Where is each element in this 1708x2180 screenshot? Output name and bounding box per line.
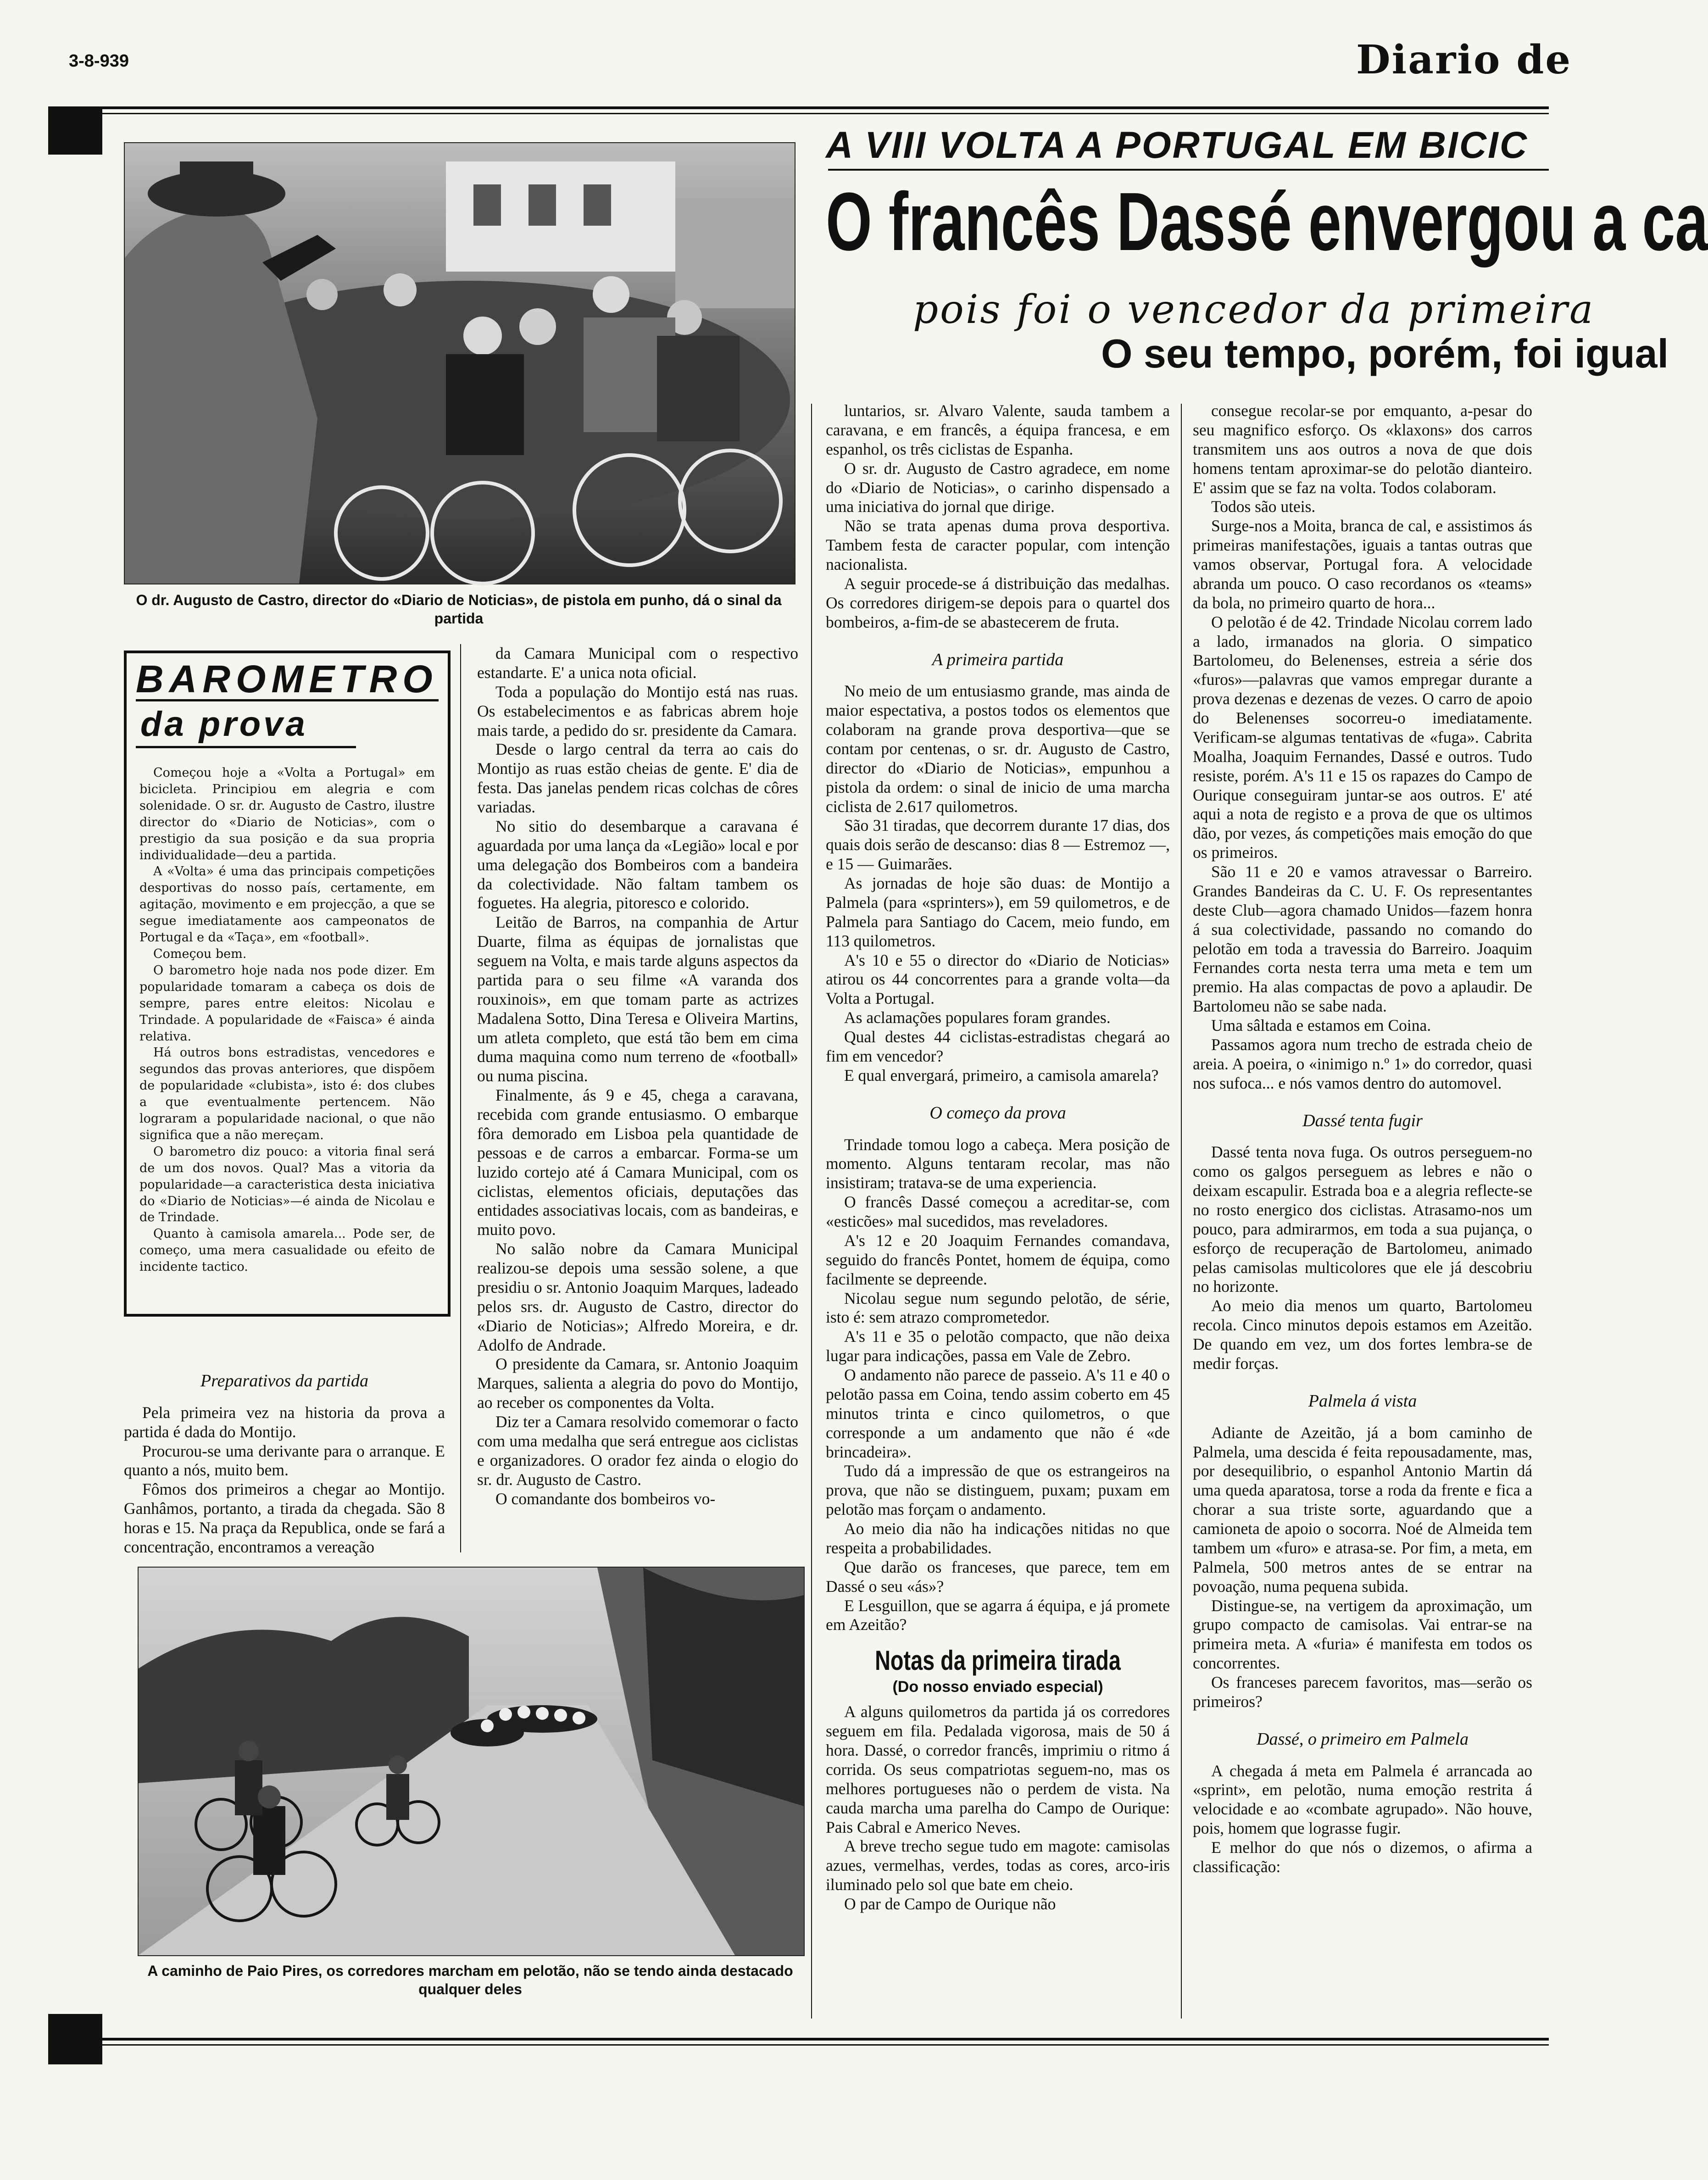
section-subhead: O começo da prova [929, 1103, 1066, 1123]
article-paragraph: Procurou-se uma derivante para o arranque. E quanto a nós, muito bem. [124, 1441, 445, 1479]
article-paragraph: No sitio do desembarque a caravana é aguardada por uma lança da «Legião» local e por uma delegação dos Bombeiros com a bandeira da colectividade. Não faltam tambem os foguetes. Ha alegria, pitoresco e colorido. [477, 817, 798, 912]
article-paragraph: Diz ter a Camara resolvido comemorar o facto com uma medalha que será entregue aos ciclistas e organizadores. O orador fez ainda o elogio do sr. dr. Augusto de Castro. [477, 1413, 798, 1489]
article-paragraph: As jornadas de hoje são duas: de Montijo a Palmela (para «sprinters»), em 59 quilometros, e de Palmela para Santiago do Cacem, meio fundo, em 113 quilometros. [826, 874, 1170, 950]
article-paragraph: Leitão de Barros, na companhia de Artur Duarte, filma as équipas de jornalistas que seguem na Volta, e mais tarde alguns aspectos da partida para o seu filme «A varanda dos rouxinois», em que tomam parte as actrizes Madalena Sotto, Dina Teresa e Oliveira Martins, um atleta completo, que está tão bem em cima duma maquina como num terreno de «football» ou numa piscina. [477, 913, 798, 1085]
article-paragraph: Surge-nos a Moita, branca de cal, e assistimos ás primeiras manifestações, iguais a tantas outras que vamos observar, Portugal fora. A velocidade abranda um pouco. O caso recordanos os «teams» da bola, no primeiro quarto de hora... [1193, 517, 1532, 612]
section-subhead: Palmela á vista [1308, 1391, 1417, 1411]
subheadline-2: O seu tempo, porém, foi igual [1101, 331, 1669, 376]
article-paragraph: O sr. dr. Augusto de Castro agradece, em nome do «Diario de Noticias», o carinho dispensado a uma iniciativa do jornal que dirige. [826, 459, 1170, 516]
article-paragraph: Pela primeira vez na historia da prova a partida é dada do Montijo. [124, 1403, 445, 1441]
article-paragraph: O andamento não parece de passeio. A's 11 e 40 o pelotão passa em Coina, tendo assim coberto em 45 minutos trinta e cinco quilometros, o que corresponde a um andamento que não é «de brincadeira». [826, 1366, 1170, 1461]
article-paragraph: No meio de um entusiasmo grande, mas ainda de maior espectativa, a postos todos os elementos que colaboram na grande prova desportiva—que se contam por centenas, o sr. dr. Augusto de Castro, director do «Diario de Noticias», empunhou a pistola da ordem: o sinal de inicio de uma marcha ciclista de 2.617 quilometros. [826, 682, 1170, 816]
section-subhead: Dassé, o primeiro em Palmela [1257, 1729, 1469, 1749]
article-paragraph: Dassé tenta nova fuga. Os outros perseguem-no como os galgos perseguem as lebres e não o deixam escapulir. Estrada boa e a alegria reflecte-se no rosto energico dos ciclistas. Atrasamo-nos um pouco, para admirarmos, em toda a sua pujança, o esforço de recuperação de Bartolomeu, animado pelas camisolas multicolores que ele já descobriu no horizonte. [1193, 1143, 1532, 1296]
article-paragraph: Toda a população do Montijo está nas ruas. Os estabelecimentos e as fabricas abrem hoje mais tarde, a pedido do sr. presidente da Camara. [477, 682, 798, 740]
column-separator-3 [1181, 404, 1182, 2019]
article-paragraph: Desde o largo central da terra ao cais do Montijo as ruas estão cheias de gente. E' dia de festa. Das janelas pendem ricas colchas de côres variadas. [477, 740, 798, 816]
article-paragraph: Os franceses parecem favoritos, mas—serão os primeiros? [1193, 1673, 1532, 1711]
article-paragraph: luntarios, sr. Alvaro Valente, sauda tambem a caravana, e em francês, a équipa francesa, e em espanhol, os três ciclistas de Espanha. [826, 401, 1170, 458]
column-separator-1 [460, 644, 461, 1552]
newspaper-masthead: Diario de [1356, 37, 1572, 83]
article-paragraph: No salão nobre da Camara Municipal realizou-se depois uma sessão solene, a que presidiu o sr. Antonio Joaquim Marques, ladeado pelos srs. dr. Augusto de Castro, director do «Diario de Noticias»; Alfredo Moreira, e dr. Adolfo de Andrade. [477, 1240, 798, 1354]
barometro-title: BAROMETRO [136, 657, 438, 701]
section-subhead: A primeira partida [932, 650, 1064, 669]
article-paragraph: Qual destes 44 ciclistas-estradistas chegará ao fim em vencedor? [826, 1028, 1170, 1065]
article-paragraph: Fômos dos primeiros a chegar ao Montijo. Ganhâmos, portanto, a tirada da chegada. São 8 horas e 15. Na praça da Republica, onde se fará a concentração, encontramos a vereação [124, 1480, 445, 1556]
article-paragraph: E Lesguillon, que se agarra á équipa, e já promete em Azeitão? [826, 1596, 1170, 1634]
article-paragraph: Adiante de Azeitão, já a bom caminho de Palmela, uma descida é feita repousadamente, mas, por desequilibrio, o espanhol Antonio Martin dá uma queda aparatosa, torse a roda da frente e fica a chorar a sua triste sorte, aguardando que a camioneta de apoio o socorra. Noé de Almeida tem tambem um «furo» e atrasa-se. Por fim, a meta, em Palmela, 500 metros antes de se entrar na povoação, numa pequena subida. [1193, 1423, 1532, 1596]
article-paragraph: O presidente da Camara, sr. Antonio Joaquim Marques, salienta a alegria do povo do Montijo, ao receber os componentes da Volta. [477, 1355, 798, 1412]
top-rule-thin [69, 113, 1549, 114]
article-paragraph: São 11 e 20 e vamos atravessar o Barreiro. Grandes Bandeiras da C. U. F. Os representantes deste Club—agora chamado Unidos—fazem honra á sua colectividade, passando no comando do pelotão em toda a travessia do Barreiro. Joaquim Fernandes corta nesta terra uma meta e tem um premio. Ha alas compactas de povo a aplaudir. De Bartolomeu não se sabe nada. [1193, 862, 1532, 1016]
article-paragraph: Não se trata apenas duma prova desportiva. Tambem festa de caracter popular, com intenção nacionalista. [826, 517, 1170, 573]
article-paragraph: Trindade tomou logo a cabeça. Mera posição de momento. Alguns tentaram recolar, mas não insistiram; tratava-se de uma experiencia. [826, 1135, 1170, 1192]
article-paragraph: Tudo dá a impressão de que os estrangeiros na prova, que não se distinguem, puxam; puxam em pelotão mas forçam o andamento. [826, 1462, 1170, 1519]
bottom-rule-thin [69, 2044, 1549, 2046]
article-paragraph: da Camara Municipal com o respectivo estandarte. E' a unica nota oficial. [477, 644, 798, 682]
column-a [124, 1353, 445, 1555]
article-paragraph: Uma sâltada e estamos em Coina. [1211, 1016, 1431, 1034]
bottom-rule [69, 2038, 1549, 2041]
corner-block-top [48, 106, 102, 155]
main-headline: O francês Dassé envergou a ca [826, 176, 1708, 268]
article-paragraph: O francês Dassé começou a acreditar-se, com «esticões» mal sucedidos, mas reveladores. [826, 1193, 1170, 1231]
article-paragraph: O par de Campo de Ourique não [844, 1895, 1056, 1913]
article-paragraph: A chegada á meta em Palmela é arrancada ao «sprint», em pelotão, numa emoção restrita á velocidade e ao «combate agrupado». Não houve, pois, homem que lograsse fugir. [1193, 1761, 1532, 1838]
column-c [826, 401, 1170, 2016]
article-paragraph: Finalmente, ás 9 e 45, chega a caravana, recebida com grande entusiasmo. O embarque fôra demorado em Lisboa pela quantidade de pessoas e de carros a embarcar. Forma-se um luzido cortejo até á Camara Municipal, com os ciclistas, elementos oficiais, deputações das entidades associativas locais, com as bandeiras, e muito povo. [477, 1086, 798, 1239]
article-paragraph: A's 11 e 35 o pelotão compacto, que não deixa lugar para indicações, passa em Vale de Zebro. [826, 1327, 1170, 1365]
barometro-paragraph: Há outros bons estradistas, vencedores e segundos das provas anteriores, que dispõem de popularidade «clubista», isto é: dos clubes a que eventualmente pertencem. Não lograram a popularidade nacional, o que não significa que a não mereçam. [139, 1046, 435, 1142]
photo-peloton [138, 1567, 805, 1956]
article-paragraph: A seguir procede-se á distribuição das medalhas. Os corredores dirigem-se depois para o quartel dos bombeiros, a-fim-de se abastecerem de fruta. [826, 574, 1170, 631]
photo-start-signal-image [125, 143, 795, 584]
barometro-text [139, 765, 435, 1275]
subheadline-1: pois foi o vencedor da primeira [913, 287, 1595, 333]
article-paragraph: Ao meio dia menos um quarto, Bartolomeu recola. Cinco minutos depois estamos em Azeitão. De quando em vez, um dos fortes lembra-se de medir forças. [1193, 1296, 1532, 1373]
issue-date: 3-8-939 [69, 51, 129, 71]
column-separator-2 [811, 404, 812, 2019]
photo-peloton-image [139, 1568, 804, 1955]
column-d [1193, 401, 1532, 2016]
barometro-box [124, 651, 451, 1317]
article-paragraph: A alguns quilometros da partida já os corredores seguem em fila. Pedalada vigorosa, mais de 50 á hora. Dassé, o corredor francês, imprimiu o ritmo á corrida. Os seus compatriotas seguem-no, mas os melhores portugueses não o perdem de vista. Na cauda marcha uma parelha do Campo de Ourique: Pais Cabral e Americo Neves. [826, 1702, 1170, 1836]
barometro-paragraph: Começou bem. [153, 946, 247, 961]
barometro-subtitle: da prova [140, 705, 308, 744]
article-paragraph: Que darão os franceses, que parece, tem em Dassé o seu «ás»? [826, 1557, 1170, 1596]
article-paragraph: A breve trecho segue tudo em magote: camisolas azues, vermelhas, verdes, todas as cores, arco-iris iluminado pelo sol que bate em cheio. [826, 1837, 1170, 1894]
column-b [477, 644, 798, 1557]
headline-container [826, 174, 1708, 268]
article-paragraph: Todos são uteis. [1211, 497, 1316, 516]
article-paragraph: Passamos agora num trecho de estrada cheio de areia. A poeira, o «inimigo n.º 1» do corredor, quasi nos sufoca... e nós vamos dentro do automovel. [1193, 1035, 1532, 1092]
kicker-rule [828, 169, 1549, 171]
section-subhead: Dassé tenta fugir [1302, 1111, 1423, 1130]
photo-1-caption: O dr. Augusto de Castro, director do «Diario de Noticias», de pistola em punho, dá o sinal da partida [136, 592, 782, 627]
barometro-paragraph: Começou hoje a «Volta a Portugal» em bicicleta. Principiou em alegria e com solenidade. O sr. dr. Augusto de Castro, ilustre director do «Diario de Noticias», com o prestigio da sua posição e da sua propria individualidade—deu a partida. [139, 766, 435, 862]
barometro-paragraph: Quanto à camisola amarela... Pode ser, de começo, uma mera casualidade ou efeito de incidente tactico. [139, 1227, 435, 1274]
article-paragraph: São 31 tiradas, que decorrem durante 17 dias, dos quais dois serão de descanso: dias 8 — Estremoz —, e 15 — Guimarães. [826, 816, 1170, 873]
top-rule [69, 106, 1549, 109]
article-paragraph: Nicolau segue num segundo pelotão, de série, isto é: sem atrazo comprometedor. [826, 1289, 1170, 1327]
notas-title: Notas da primeira tirada [875, 1645, 1121, 1676]
article-paragraph: consegue recolar-se por emquanto, a-pesar do seu magnifico esforço. Os «klaxons» dos carros transmitem uns aos outros a nova de que dois homens tentam aproximar-se do pelotão dianteiro. E' assim que se faz na volta. Todos colaboram. [1193, 401, 1532, 497]
article-paragraph: A's 10 e 55 o director do «Diario de Noticias» atirou os 44 concorrentes para a grande volta—da Volta a Portugal. [826, 951, 1170, 1008]
article-paragraph: As aclamações populares foram grandes. [844, 1008, 1111, 1027]
article-paragraph: O pelotão é de 42. Trindade Nicolau correm lado a lado, irmanados na gloria. O simpatico Bartolomeu, do Belenenses, estreia a série dos «furos»—palavras que vamos empregar durante a prova dezenas e dezenas de vezes. O carro de apoio do Belenenses socorreu-o imediatamente. Verificam-se algumas tentativas de «fuga». Cabrita Moalha, Joaquim Fernandes, Dassé e outros. Tudo resiste, porém. A's 11 e 15 os rapazes do Campo de Ourique conseguiram juntar-se aos outros. E' até aqui a nota de registo e a prova de que os ultimos dão, por vezes, ás competições mais emoção do que os primeiros. [1193, 612, 1532, 862]
photo-start-signal [124, 142, 796, 584]
barometro-paragraph: O barometro hoje nada nos pode dizer. Em popularidade tomaram a cabeça os dois de sempre, pares entre eleitos: Nicolau e Trindade. A popularidade de «Faisca» é ainda relativa. [139, 963, 435, 1044]
article-paragraph: O comandante dos bombeiros vo- [495, 1489, 716, 1508]
notas-byline: (Do nosso enviado especial) [892, 1678, 1103, 1696]
article-paragraph: E melhor do que nós o dizemos, o afirma a classificação: [1193, 1838, 1532, 1876]
barometro-subtitle-rule [136, 746, 356, 748]
barometro-paragraph: O barometro diz pouco: a vitoria final será de um dos novos. Qual? Mas a vitoria da popularidade—a caracteristica desta iniciativa do «Diario de Noticias»—é ainda de Nicolau e de Trindade. [139, 1144, 435, 1225]
barometro-title-area [136, 657, 439, 701]
photo-2-caption: A caminho de Paio Pires, os corredores marcham em pelotão, não se tendo ainda destacado qualquer deles [147, 1963, 793, 1997]
kicker-headline: A VIII VOLTA A PORTUGAL EM BICIC [826, 124, 1529, 166]
article-paragraph: A's 12 e 20 Joaquim Fernandes comandava, seguido do francês Pontet, homem de équipa, como facilmente se depreende. [826, 1231, 1170, 1288]
barometro-paragraph: A «Volta» é uma das principais competições desportivas do nosso país, certamente, em agitação, movimento e em projecção, a que se segue imediatamente aos campeonatos de Portugal e da «Taça», em «football». [139, 864, 435, 945]
article-paragraph: Distingue-se, na vertigem da aproximação, um grupo compacto de camisolas. Vai entrar-se na primeira meta. A «furia» é manifesta em todos os concorrentes. [1193, 1596, 1532, 1673]
article-paragraph: E qual envergará, primeiro, a camisola amarela? [844, 1066, 1159, 1084]
section-subhead: Preparativos da partida [200, 1371, 368, 1390]
article-paragraph: Ao meio dia não ha indicações nitidas no que respeita a probabilidades. [826, 1519, 1170, 1557]
